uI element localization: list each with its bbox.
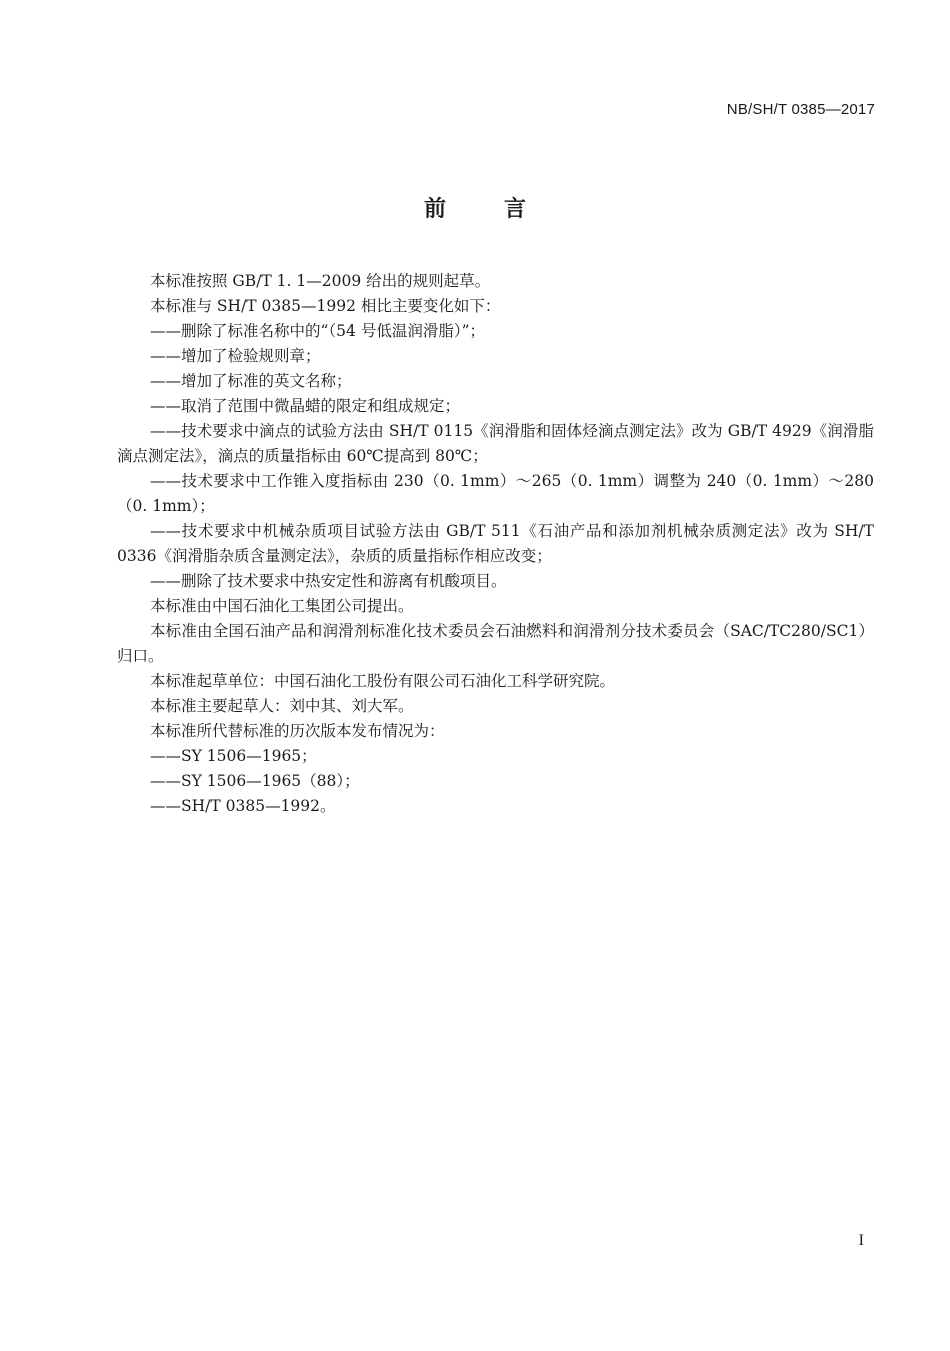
standard-code: NB/SH/T 0385—2017	[726, 101, 875, 118]
list-item: ——SY 1506—1965；	[150, 747, 317, 765]
list-item: ——删除了技术要求中热安定性和游离有机酸项目。	[150, 572, 507, 590]
paragraph: 本标准由中国石油化工集团公司提出。	[150, 597, 414, 615]
paragraph: 本标准起草单位：中国石油化工股份有限公司石油化工科学研究院。	[150, 672, 616, 690]
list-item: ——技术要求中机械杂质项目试验方法由 GB/T 511《石油产品和添加剂机械杂质测定法》改为 SH/T 0336《润滑脂杂质含量测定法》，杂质的质量指标作相应改变；	[117, 522, 874, 565]
paragraph: 本标准所代替标准的历次版本发布情况为：	[150, 722, 445, 740]
list-item: ——SY 1506—1965（88）；	[150, 772, 360, 790]
list-item: ——增加了检验规则章；	[150, 347, 321, 365]
paragraph: 本标准主要起草人：刘中其、刘大军。	[150, 697, 414, 715]
list-item: ——增加了标准的英文名称；	[150, 372, 352, 390]
paragraph: 本标准与 SH/T 0385—1992 相比主要变化如下：	[150, 297, 501, 315]
page-title: 前言	[423, 197, 584, 222]
paragraph: 本标准按照 GB/T 1. 1—2009 给出的规则起草。	[150, 272, 491, 290]
list-item: ——删除了标准名称中的“（54 号低温润滑脂）”；	[150, 322, 485, 340]
list-item: ——取消了范围中微晶蜡的限定和组成规定；	[150, 397, 461, 415]
page-number: I	[858, 1232, 864, 1249]
list-item: ——技术要求中工作锥入度指标由 230（0. 1mm）～265（0. 1mm）调整为 240（0. 1mm）～280（0. 1mm）；	[117, 472, 874, 515]
list-item: ——技术要求中滴点的试验方法由 SH/T 0115《润滑脂和固体烃滴点测定法》改为 GB/T 4929《润滑脂滴点测定法》，滴点的质量指标由 60℃提高到 80℃；	[117, 422, 874, 465]
foreword-body	[117, 269, 874, 819]
paragraph: 本标准由全国石油产品和润滑剂标准化技术委员会石油燃料和润滑剂分技术委员会（SAC/TC280/SC1）归口。	[117, 622, 874, 665]
list-item: ——SH/T 0385—1992。	[150, 797, 336, 815]
